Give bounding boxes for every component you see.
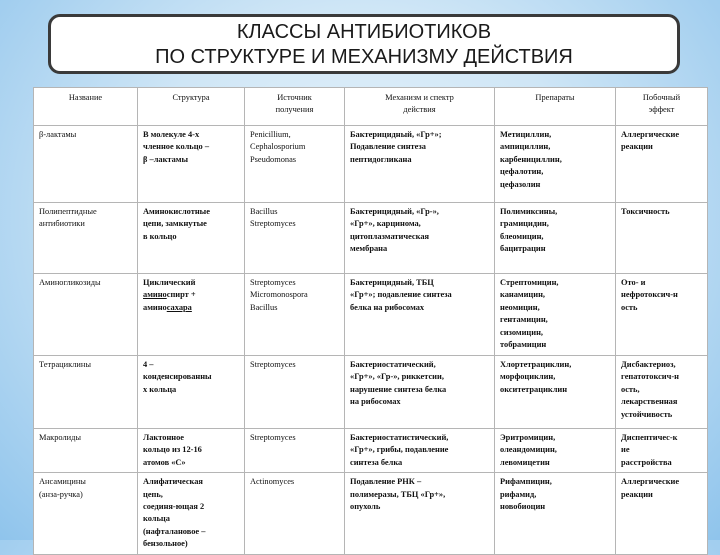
header-mechanism: Механизм и спектр действия	[345, 88, 495, 126]
cell-source: Bacillus Streptomyces	[245, 203, 345, 274]
cell-side-effect: Аллергические реакции	[616, 126, 708, 203]
cell-name: Макролиды	[34, 429, 138, 473]
cell-structure: Алифатическая цепь, соединя-ющая 2 кольца (нафталановое – бензольное)	[138, 473, 245, 554]
cell-name: β-лактамы	[34, 126, 138, 203]
header-side-effect: Побочный эффект	[616, 88, 708, 126]
cell-source: Actinomyces	[245, 473, 345, 554]
cell-mechanism: Подавление РНК – полимеразы, ТБЦ «Гр+», опухоль	[345, 473, 495, 554]
structure-underlined-sugar: сахара	[166, 302, 192, 312]
cell-drugs: Метициллин, ампициллин, карбенициллин, цефалотин, цефазолин	[495, 126, 616, 203]
cell-name: Полипептидные антибиотики	[34, 203, 138, 274]
cell-structure: В молекуле 4-х членное кольцо – β –лактамы	[138, 126, 245, 203]
cell-drugs: Рифампицин, рифамид, новобиоцин	[495, 473, 616, 554]
table-row	[34, 126, 708, 203]
cell-source: Penicillium, Cephalosporium Pseudomonas	[245, 126, 345, 203]
cell-source: Streptomyces	[245, 429, 345, 473]
header-source: Источник получения	[245, 88, 345, 126]
cell-source: Streptomyces	[245, 356, 345, 429]
structure-underlined-amino: амино	[143, 290, 167, 300]
cell-name: Тетрациклины	[34, 356, 138, 429]
structure-text: спирт +	[166, 290, 196, 300]
table-row	[34, 356, 708, 429]
cell-side-effect: Дисбактериоз, гепатотоксич-н ость, лекарственная устойчивость	[616, 356, 708, 429]
table-row	[34, 473, 708, 554]
cell-side-effect: Ото- и нефротоксич-н ость	[616, 274, 708, 356]
cell-drugs: Эритромицин, олеандомицин, левомицетин	[495, 429, 616, 473]
cell-structure: Аминокислотные цепи, замкнутые в кольцо	[138, 203, 245, 274]
cell-structure: 4 – конденсированны х кольца	[138, 356, 245, 429]
cell-name: Аминогликозиды	[34, 274, 138, 356]
cell-mechanism: Бактериостатистический, «Гр+», грибы, подавление синтеза белка	[345, 429, 495, 473]
cell-mechanism: Бактерицидный, ТБЦ «Гр+»; подавление синтеза белка на рибосомах	[345, 274, 495, 356]
cell-drugs: Полимиксины, грамицидин, блеомицин, бацитрацин	[495, 203, 616, 274]
structure-text: амино	[143, 302, 167, 312]
header-drugs: Препараты	[495, 88, 616, 126]
slide-title-line-2: ПО СТРУКТУРЕ И МЕХАНИЗМУ ДЕЙСТВИЯ	[155, 46, 573, 68]
cell-side-effect: Аллергические реакции	[616, 473, 708, 554]
cell-side-effect: Токсичность	[616, 203, 708, 274]
table-row	[34, 429, 708, 473]
slide-title-box	[48, 14, 680, 74]
cell-drugs: Хлортетрациклин, морфоциклин, окситетрациклин	[495, 356, 616, 429]
cell-structure: Лактонное кольцо из 12-16 атомов «С»	[138, 429, 245, 473]
table-row	[34, 274, 708, 356]
cell-mechanism: Бактериостатический, «Гр+», «Гр-», риккетсии, нарушение синтеза белка на рибосомах	[345, 356, 495, 429]
slide-title-line-1: КЛАССЫ АНТИБИОТИКОВ	[236, 21, 492, 43]
cell-name: Ансамицины (анза-ручка)	[34, 473, 138, 554]
cell-mechanism: Бактерицидный, «Гр-», «Гр+», карцинома, цитоплазматическая мембрана	[345, 203, 495, 274]
cell-structure	[138, 274, 245, 356]
structure-text: Циклический	[143, 278, 196, 287]
antibiotic-classes-table	[33, 87, 708, 555]
cell-side-effect: Диспептичес-к ие расстройства	[616, 429, 708, 473]
table-row	[34, 203, 708, 274]
cell-drugs: Стрептомицин, канамицин, неомицин, гентамицин, сизомицин, тобрамицин	[495, 274, 616, 356]
cell-mechanism: Бактерицидный, «Гр+»; Подавление синтеза пептидогликана	[345, 126, 495, 203]
header-structure: Структура	[138, 88, 245, 126]
cell-source: Streptomyces Micromonospora Bacillus	[245, 274, 345, 356]
table-header-row	[34, 88, 708, 126]
header-name: Название	[34, 88, 138, 126]
